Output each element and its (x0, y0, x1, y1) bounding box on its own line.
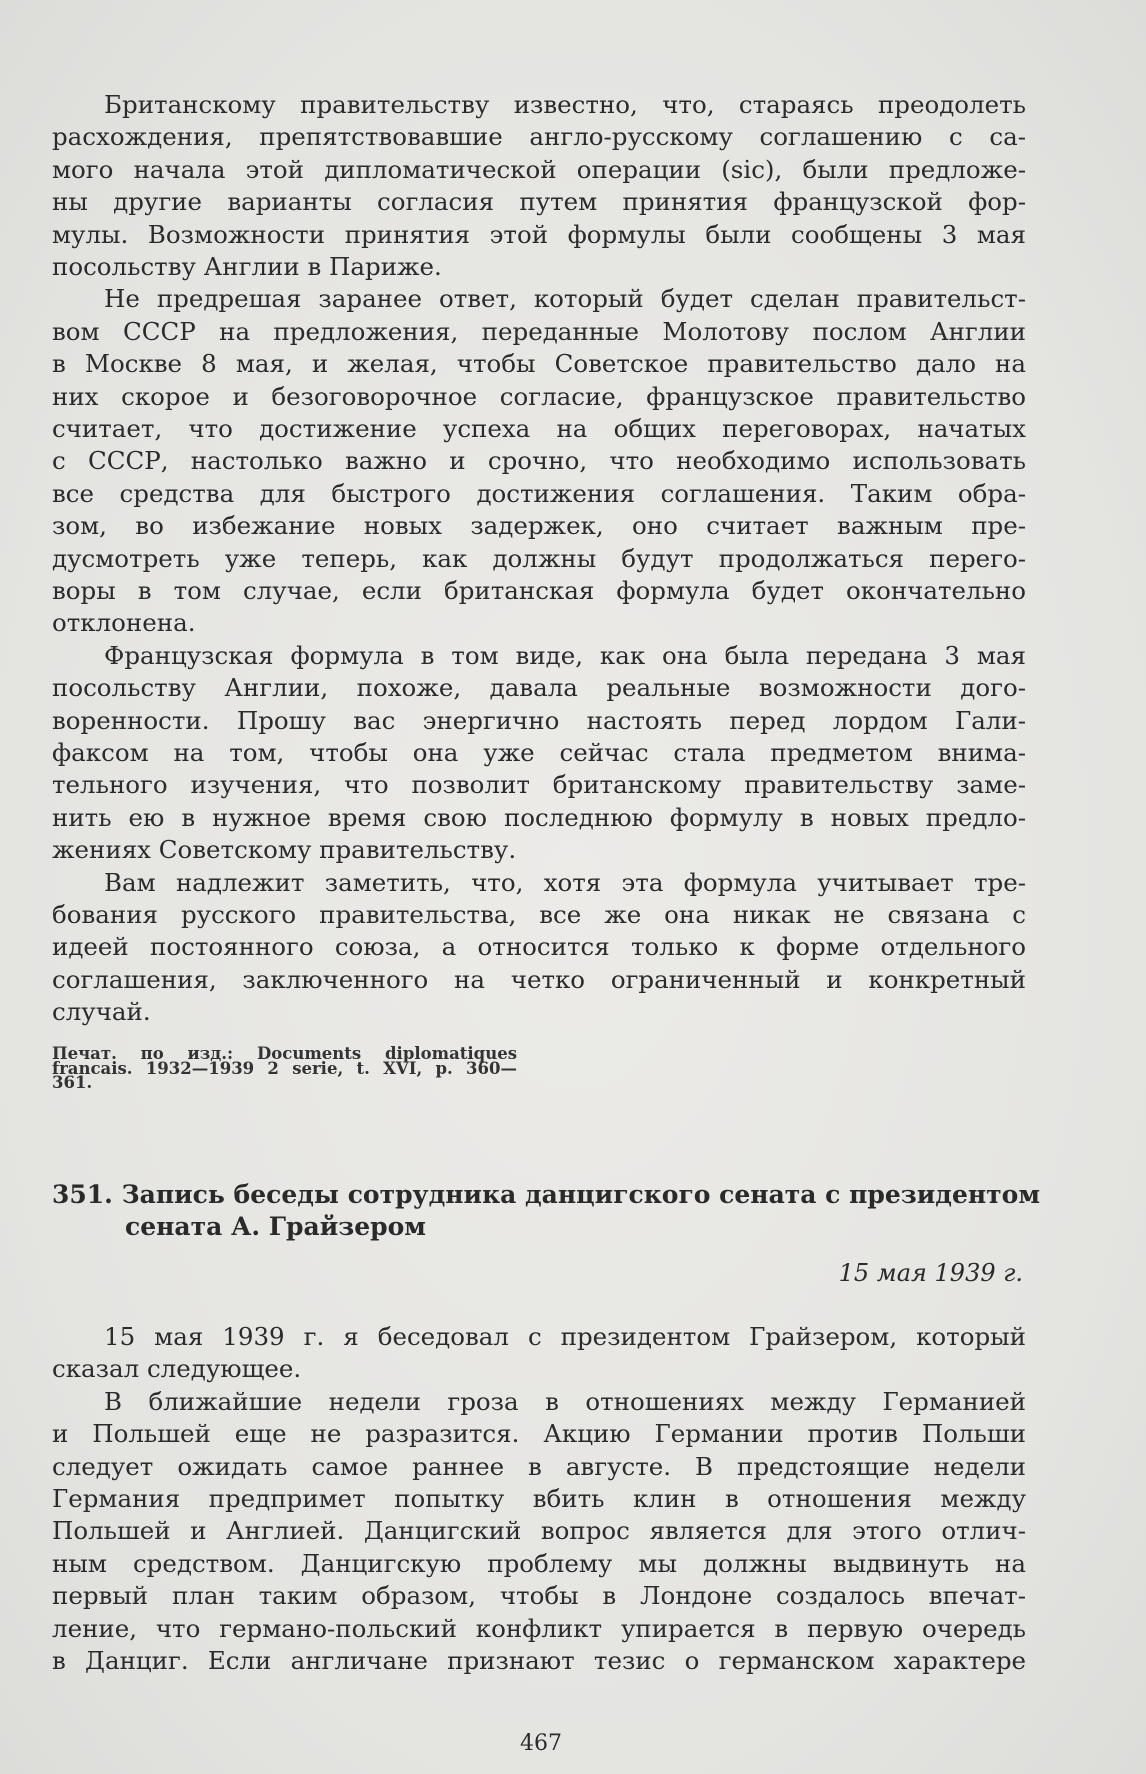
text-line: посольству Англии, похоже, давала реальные возможности дого- (52, 673, 1026, 703)
text-line: Не предрешая заранее ответ, который будет сделан правительст- (104, 284, 1026, 314)
text-line: них скорое и безоговорочное согласие, французское правительство (52, 381, 1026, 411)
text-line: первый план таким образом, чтобы в Лондоне создалось впечат- (52, 1581, 1026, 1611)
text-line: расхождения, препятствовавшие англо-русскому соглашению с са- (52, 122, 1026, 152)
text-line: факсом на том, чтобы она уже сейчас стала предметом внима- (52, 738, 1026, 767)
text-line: с СССР, настолько важно и срочно, что необходимо использовать (52, 446, 1026, 476)
document-heading: 351. Запись беседы сотрудника данцигского сената с президентом (52, 1180, 1041, 1209)
text-line: сказал следующее. (52, 1354, 302, 1384)
text-line: в Москве 8 мая, и желая, чтобы Советское правительство дало на (52, 349, 1026, 379)
text-line: идеей постоянного союза, а относится только к форме отдельного (52, 932, 1026, 962)
source-citation-line: Печат. по изд.: Documents diplomatiques (52, 1044, 517, 1063)
text-line: 15 мая 1939 г. я беседовал с президентом Грайзером, который (104, 1322, 1026, 1351)
text-line: воры в том случае, если британская формула будет окончательно (52, 576, 1026, 605)
text-line: следует ожидать самое раннее в августе. В предстоящие недели (52, 1451, 1026, 1481)
text-line: мулы. Возможности принятия этой формулы были сообщены 3 мая (52, 219, 1026, 249)
text-line: Вам надлежит заметить, что, хотя эта формула учитывает тре- (104, 867, 1026, 897)
text-line: нить ею в нужное время свою последнюю формулу в новых предло- (52, 802, 1026, 832)
text-line: мого начала этой дипломатической операции (sic), были предложе- (52, 154, 1026, 184)
source-citation-line: francais. 1932—1939 2 serie, t. XVI, p. 360— (52, 1058, 517, 1078)
text-line: зом, во избежание новых задержек, оно считает важным пре- (52, 511, 1026, 541)
text-line: считает, что достижение успеха на общих переговорах, начатых (52, 414, 1026, 443)
source-citation-line: 361. (52, 1073, 93, 1092)
text-line: Британскому правительству известно, что, стараясь преодолеть (104, 90, 1026, 119)
text-line: воренности. Прошу вас энергично настоять перед лордом Гали- (52, 705, 1026, 735)
text-line: ление, что германо-польский конфликт упирается в первую очередь (52, 1613, 1026, 1643)
text-line: Польшей и Англией. Данцигский вопрос является для этого отлич- (52, 1516, 1026, 1546)
page-number: 467 (520, 1731, 562, 1756)
text-line: и Польшей еще не разразится. Акцию Германии против Польши (52, 1419, 1026, 1449)
text-line: Германия предпримет попытку вбить клин в отношения между (52, 1484, 1026, 1513)
text-line: тельного изучения, что позволит британскому правительству заме- (52, 770, 1026, 800)
text-line: случай. (52, 997, 151, 1027)
text-line: вом СССР на предложения, переданные Молотову послом Англии (52, 316, 1026, 346)
text-line: отклонена. (52, 608, 196, 638)
text-line: жениях Советскому правительству. (52, 835, 517, 865)
text-line: бования русского правительства, все же она никак не связана с (52, 900, 1026, 929)
text-line: дусмотреть уже теперь, как должны будут продолжаться перего- (52, 543, 1026, 573)
text-line: ны другие варианты согласия путем принятия французской фор- (52, 187, 1026, 217)
text-line: ным средством. Данцигскую проблему мы должны выдвинуть на (52, 1548, 1026, 1578)
text-line: все средства для быстрого достижения соглашения. Таким обра- (52, 478, 1026, 508)
text-line: Французская формула в том виде, как она была передана 3 мая (104, 640, 1026, 670)
text-line: В ближайшие недели гроза в отношениях между Германией (104, 1386, 1026, 1416)
text-line: соглашения, заключенного на четко ограниченный и конкретный (52, 964, 1026, 994)
text-line: в Данциг. Если англичане признают тезис о германском характере (52, 1646, 1026, 1675)
document-heading-continued: сената А. Грайзером (125, 1212, 427, 1241)
document-date: 15 мая 1939 г. (838, 1259, 1023, 1287)
text-line: посольству Англии в Париже. (52, 252, 442, 281)
